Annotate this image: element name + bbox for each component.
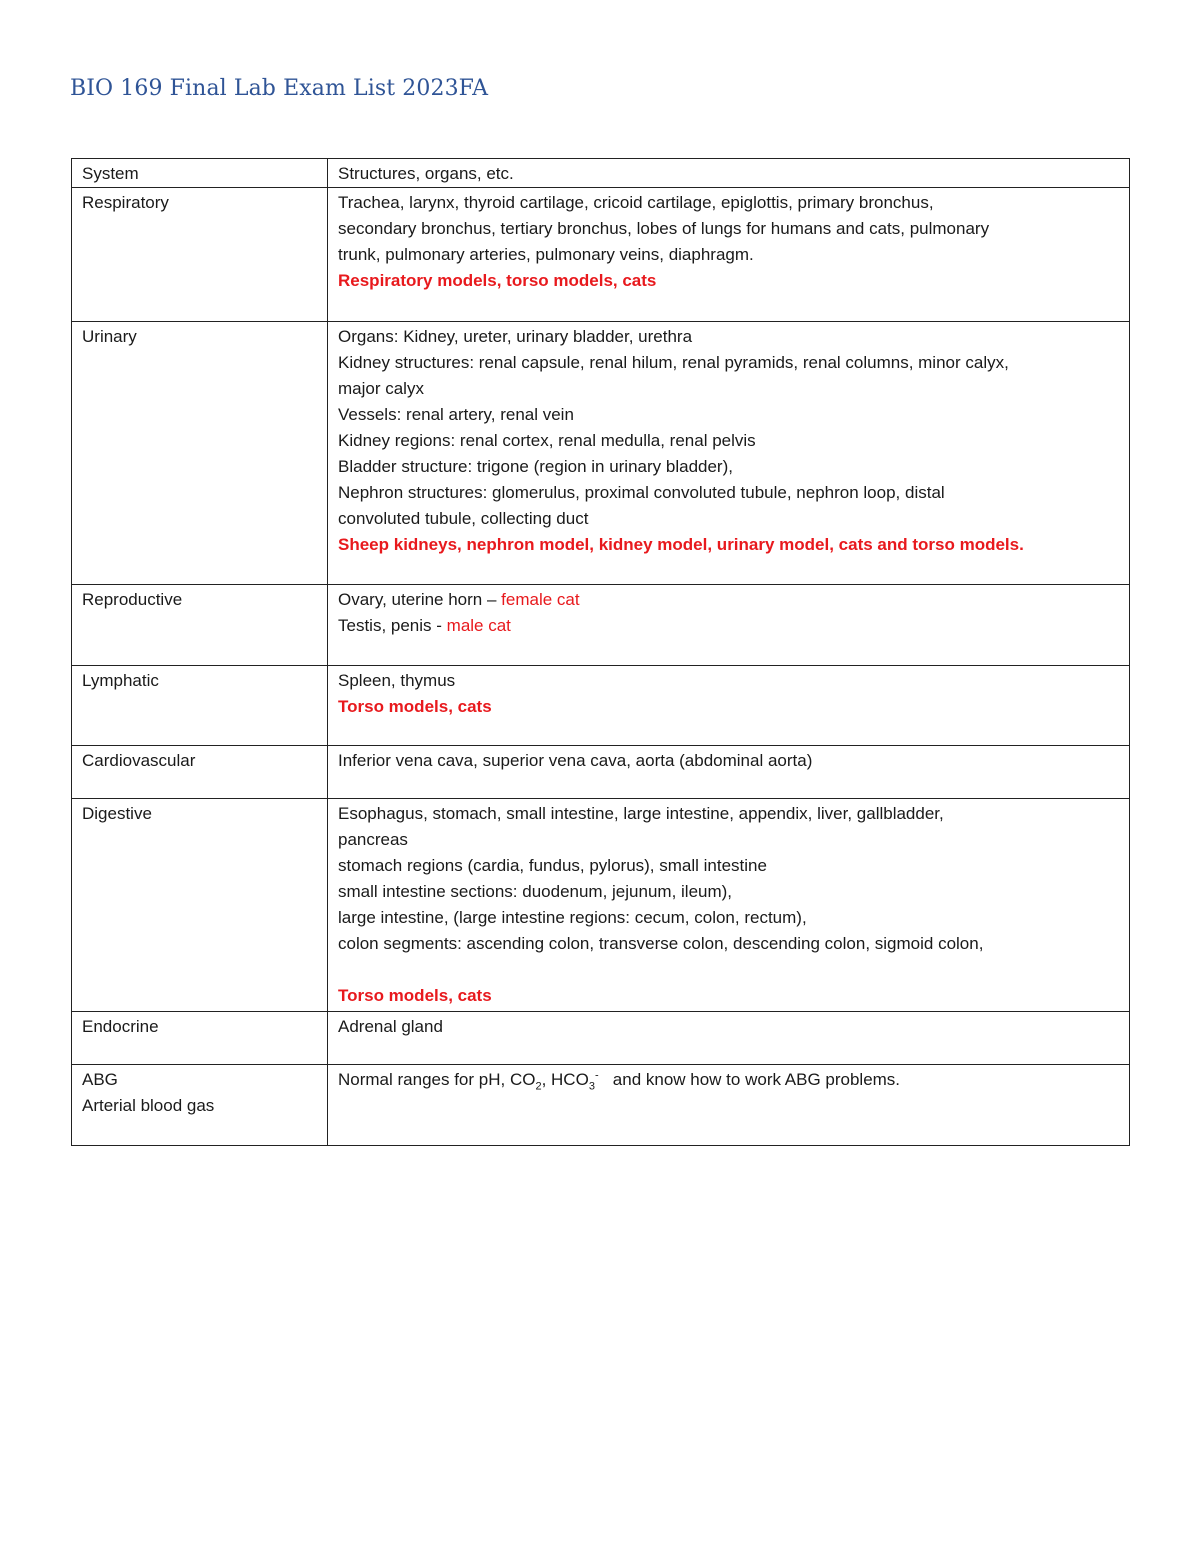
table-row-lymphatic bbox=[72, 666, 1130, 746]
structures-cell bbox=[328, 1012, 1130, 1065]
structures-cell bbox=[328, 188, 1130, 322]
models-note: Sheep kidneys, nephron model, kidney model, urinary model, cats and torso models. bbox=[338, 535, 1024, 554]
system-cell bbox=[72, 1065, 328, 1146]
structure-line: Adrenal gland bbox=[338, 1017, 443, 1036]
specimen-note: male cat bbox=[446, 616, 511, 635]
table-row-reproductive bbox=[72, 585, 1130, 666]
models-note: Torso models, cats bbox=[338, 986, 492, 1005]
system-label: ABG bbox=[82, 1070, 118, 1089]
table-row-digestive bbox=[72, 799, 1130, 1012]
structure-text: Testis, penis - bbox=[338, 616, 447, 635]
exam-table bbox=[71, 158, 1130, 1146]
specimen-note: female cat bbox=[501, 590, 580, 609]
structure-line: Organs: Kidney, ureter, urinary bladder, urethra bbox=[338, 327, 693, 346]
structure-line: Nephron structures: glomerulus, proximal convoluted tubule, nephron loop, distal bbox=[338, 483, 945, 502]
structure-line: secondary bronchus, tertiary bronchus, lobes of lungs for humans and cats, pulmonary bbox=[338, 219, 990, 238]
subscript-3: 3 bbox=[588, 1080, 595, 1093]
subscript-2: 2 bbox=[535, 1080, 542, 1093]
document-title: BIO 169 Final Lab Exam List 2023FA bbox=[70, 76, 489, 101]
system-cell: Endocrine bbox=[72, 1012, 328, 1065]
structure-line bbox=[338, 587, 1119, 613]
structure-line: colon segments: ascending colon, transverse colon, descending colon, sigmoid colon, bbox=[338, 934, 984, 953]
table-row-respiratory bbox=[72, 188, 1130, 322]
structures-cell bbox=[328, 666, 1130, 746]
system-cell: Digestive bbox=[72, 799, 328, 1012]
abg-text: , HCO bbox=[541, 1070, 589, 1089]
structure-line: pancreas bbox=[338, 830, 408, 849]
models-note: Respiratory models, torso models, cats bbox=[338, 271, 657, 290]
structure-line bbox=[338, 1067, 1119, 1093]
header-system: System bbox=[72, 159, 328, 188]
structure-text: Ovary, uterine horn – bbox=[338, 590, 502, 609]
system-cell: Reproductive bbox=[72, 585, 328, 666]
system-cell: Cardiovascular bbox=[72, 746, 328, 799]
structure-line: Spleen, thymus bbox=[338, 671, 456, 690]
system-cell: Lymphatic bbox=[72, 666, 328, 746]
structure-line: Inferior vena cava, superior vena cava, aorta (abdominal aorta) bbox=[338, 751, 813, 770]
structures-cell bbox=[328, 322, 1130, 585]
structure-line bbox=[338, 613, 1119, 639]
structure-line: major calyx bbox=[338, 379, 424, 398]
structure-line: Kidney regions: renal cortex, renal medulla, renal pelvis bbox=[338, 431, 756, 450]
models-note: Torso models, cats bbox=[338, 697, 492, 716]
structures-cell bbox=[328, 1065, 1130, 1146]
structure-line: Bladder structure: trigone (region in urinary bladder), bbox=[338, 457, 733, 476]
structure-line: Kidney structures: renal capsule, renal hilum, renal pyramids, renal columns, minor calyx, bbox=[338, 353, 1009, 372]
structure-line: stomach regions (cardia, fundus, pylorus), small intestine bbox=[338, 856, 767, 875]
table-header-row bbox=[72, 159, 1130, 188]
structure-line: large intestine, (large intestine regions: cecum, colon, rectum), bbox=[338, 908, 807, 927]
structure-line: Vessels: renal artery, renal vein bbox=[338, 405, 574, 424]
table-row-urinary bbox=[72, 322, 1130, 585]
table-row-abg bbox=[72, 1065, 1130, 1146]
abg-text: Normal ranges for pH, CO bbox=[338, 1070, 536, 1089]
structure-line: Trachea, larynx, thyroid cartilage, cricoid cartilage, epiglottis, primary bronchus, bbox=[338, 193, 934, 212]
structure-line: trunk, pulmonary arteries, pulmonary veins, diaphragm. bbox=[338, 245, 754, 264]
structure-line: small intestine sections: duodenum, jejunum, ileum), bbox=[338, 882, 733, 901]
structures-cell bbox=[328, 585, 1130, 666]
table-row-cardiovascular bbox=[72, 746, 1130, 799]
abg-text: and know how to work ABG problems. bbox=[598, 1070, 901, 1089]
table-row-endocrine bbox=[72, 1012, 1130, 1065]
structures-cell bbox=[328, 746, 1130, 799]
system-sublabel: Arterial blood gas bbox=[82, 1096, 215, 1115]
structures-cell bbox=[328, 799, 1130, 1012]
system-cell: Respiratory bbox=[72, 188, 328, 322]
header-structures: Structures, organs, etc. bbox=[328, 159, 1130, 188]
system-cell: Urinary bbox=[72, 322, 328, 585]
blank-line bbox=[338, 957, 1119, 983]
superscript-minus: - bbox=[594, 1069, 599, 1082]
structure-line: convoluted tubule, collecting duct bbox=[338, 509, 589, 528]
structure-line: Esophagus, stomach, small intestine, large intestine, appendix, liver, gallbladder, bbox=[338, 804, 944, 823]
